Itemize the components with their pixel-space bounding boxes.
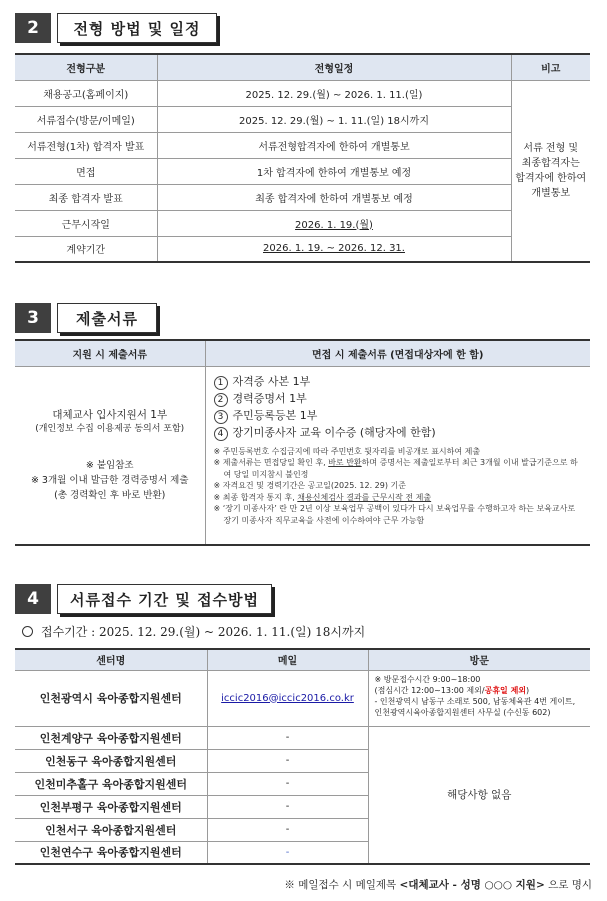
- section-title: 서류접수 기간 및 접수방법: [57, 584, 272, 614]
- table-row: [15, 132, 590, 158]
- section-title: 제출서류: [57, 303, 157, 333]
- stage-cell: 채용공고(홈페이지): [15, 80, 157, 106]
- application-period: [22, 623, 365, 640]
- note-return: ※ 제출서류는 면접당일 확인 후, 바로 반환하며 증명서는 제출일로부터 최근 3개월 이내 발급기준으로 하여 당일 미지참시 불인정: [213, 458, 578, 479]
- list-item: [214, 373, 583, 390]
- start-date: 2026. 1. 19.(월): [295, 219, 373, 231]
- schedule-cell: 1차 합격자에 한하여 개별통보 예정: [157, 158, 511, 184]
- section-number: 2: [15, 13, 51, 43]
- mail-subject-note: ※ 메일접수 시 메일제목 <대체교사 - 성명 ○○○ 지원> 으로 명시: [284, 879, 592, 891]
- stage-cell: 근무시작일: [15, 210, 157, 236]
- documents-table: [15, 339, 590, 546]
- list-item: [214, 390, 583, 407]
- mail-cell: -: [207, 818, 368, 841]
- col-header-mail: 메일: [207, 649, 368, 670]
- circle-bullet-icon: [22, 626, 33, 637]
- col-header-apply-docs: 지원 시 제출서류: [15, 340, 205, 366]
- center-name: 인천부평구 육아종합지원센터: [15, 795, 207, 818]
- center-name: 인천광역시 육아종합지원센터: [15, 670, 207, 726]
- list-item: [214, 407, 583, 424]
- section-number: 3: [15, 303, 51, 333]
- stage-cell: 서류접수(방문/이메일): [15, 106, 157, 132]
- center-name: 인천미추홀구 육아종합지원센터: [15, 772, 207, 795]
- career-cert-return: (총 경력확인 후 바로 반환): [54, 489, 166, 501]
- visit-address: - 인천광역시 남동구 소래로 500, 남동체육관 4번 게이트,: [374, 696, 576, 706]
- note-long-term-inactive: ※ ‘장기 미종사자’ 란 만 2년 이상 보육업무 공백이 있다가 다시 보육업무를 수행하고자 하는 보육교사로 장기 미종사자 직무교육을 사전에 이수하여야 근무 가능함: [213, 504, 576, 525]
- col-header-stage: 전형구분: [15, 54, 157, 80]
- apply-main-doc: 대체교사 입사지원서 1부: [52, 409, 168, 422]
- stage-cell: 서류전형(1차) 합격자 발표: [15, 132, 157, 158]
- col-header-remark: 비고: [511, 54, 590, 80]
- schedule-table: [15, 53, 590, 263]
- table-row: [15, 670, 590, 726]
- period-text: 접수기간 : 2025. 12. 29.(월) ~ 2026. 1. 11.(일) 18시까지: [41, 625, 366, 639]
- schedule-cell: 2025. 12. 29.(월) ~ 1. 11.(일) 18시까지: [157, 106, 511, 132]
- centers-table: [15, 648, 590, 865]
- doc-label: 경력증명서 1부: [232, 391, 307, 405]
- remark-cell: [511, 80, 590, 262]
- stage-cell: 최종 합격자 발표: [15, 184, 157, 210]
- center-name: 인천연수구 육아종합지원센터: [15, 841, 207, 864]
- visit-info-cell: [368, 670, 590, 726]
- apply-docs-cell: [15, 366, 205, 545]
- section-title: 전형 방법 및 일정: [57, 13, 217, 43]
- visit-lunch: (점심시간 12:00~13:00 제외/공휴일 제외): [374, 685, 530, 695]
- list-item: [214, 424, 583, 441]
- table-row: [15, 106, 590, 132]
- table-row: [15, 158, 590, 184]
- visit-none-cell: 해당사항 없음: [368, 726, 590, 864]
- visit-office: 인천광역시육아종합지원센터 사무실 (수신동 602): [374, 707, 551, 717]
- email-link[interactable]: iccic2016@iccic2016.co.kr: [221, 692, 354, 704]
- table-row: [15, 80, 590, 106]
- center-name: 인천계양구 육아종합지원센터: [15, 726, 207, 749]
- col-header-interview-docs: 면접 시 제출서류 (면접대상자에 한 함): [205, 340, 590, 366]
- section-number: 4: [15, 584, 51, 614]
- career-cert-note: ※ 3개월 이내 발급한 경력증명서 제출: [30, 474, 189, 486]
- stage-cell: 면접: [15, 158, 157, 184]
- mail-cell: -: [207, 749, 368, 772]
- schedule-cell: 2025. 12. 29.(월) ~ 2026. 1. 11.(일): [157, 80, 511, 106]
- attach-note: ※ 붙임참조: [85, 460, 134, 472]
- mail-cell: -: [207, 841, 368, 864]
- doc-label: 자격증 사본 1부: [232, 374, 311, 388]
- center-name: 인천서구 육아종합지원센터: [15, 818, 207, 841]
- apply-main-doc-sub: (개인정보 수집 이용제공 동의서 포함): [35, 424, 185, 435]
- contract-period: 2026. 1. 19. ~ 2026. 12. 31.: [263, 243, 405, 255]
- stage-cell: 계약기간: [15, 236, 157, 262]
- table-row: [15, 210, 590, 236]
- center-name: 인천동구 육아종합지원센터: [15, 749, 207, 772]
- note-criteria-date: ※ 자격요건 및 경력기간은 공고일(2025. 12. 29) 기준: [213, 481, 406, 490]
- mail-cell: -: [207, 795, 368, 818]
- remark-line: 최종합격자는: [521, 157, 580, 169]
- remark-line: 개별통보: [531, 187, 571, 199]
- remark-line: 합격자에 한하여: [515, 172, 587, 184]
- visit-hours: ※ 방문접수시간 9:00~18:00: [374, 674, 481, 684]
- schedule-cell: [157, 236, 511, 262]
- section-4-header: [15, 584, 272, 614]
- circle-number: 1: [214, 376, 228, 390]
- schedule-cell: [157, 210, 511, 236]
- table-row: [15, 184, 590, 210]
- schedule-cell: 서류전형합격자에 한하여 개별통보: [157, 132, 511, 158]
- circle-number: 2: [214, 393, 228, 407]
- interview-docs-cell: [205, 366, 590, 545]
- note-resident-number: ※ 주민등록번호 수집금지에 따라 주민번호 뒷자리를 비공개로 표시하여 제출: [213, 446, 481, 456]
- circle-number: 3: [214, 410, 228, 424]
- table-row: [15, 236, 590, 262]
- section-2-header: [15, 13, 217, 43]
- mail-cell: [207, 670, 368, 726]
- col-header-center: 센터명: [15, 649, 207, 670]
- remark-line: 서류 전형 및: [523, 142, 579, 154]
- mail-cell: -: [207, 772, 368, 795]
- note-health-check: ※ 최종 합격자 통지 후, 채용신체검사 결과를 근무시작 전 제출: [213, 492, 432, 502]
- schedule-cell: 최종 합격자에 한하여 개별통보 예정: [157, 184, 511, 210]
- col-header-schedule: 전형일정: [157, 54, 511, 80]
- mail-cell: -: [207, 726, 368, 749]
- section-3-header: [15, 303, 157, 333]
- circle-number: 4: [214, 427, 228, 441]
- col-header-visit: 방문: [368, 649, 590, 670]
- doc-label: 장기미종사자 교육 이수증 (해당자에 한함): [232, 425, 436, 439]
- table-row: [15, 726, 590, 749]
- notes: [214, 446, 583, 527]
- doc-label: 주민등록등본 1부: [232, 408, 318, 422]
